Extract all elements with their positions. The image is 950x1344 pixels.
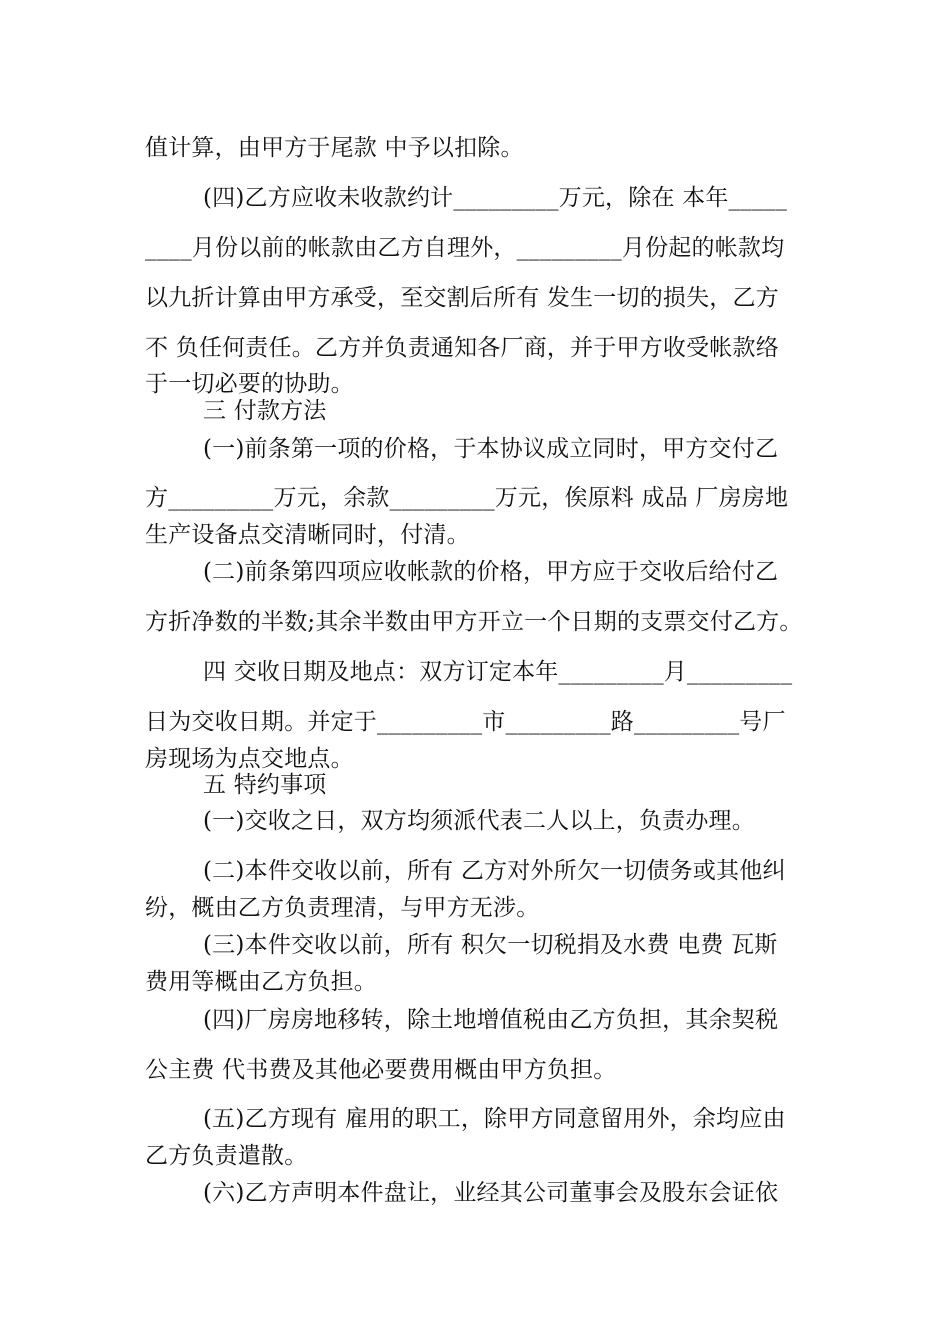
text-line: (一)前条第一项的价格，于本协议成立同时，甲方交付乙 — [203, 436, 779, 462]
text-line: (四)乙方应收未收款约计_________万元，除在 本年_____ — [203, 185, 788, 211]
text-line: 以九折计算由甲方承受，至交割后所有 发生一切的损失，乙方 — [145, 285, 779, 311]
section-heading: 三 付款方法 — [203, 398, 327, 424]
text-line: (二)本件交收以前，所有 乙方对外所欠一切债务或其他纠 — [203, 858, 786, 884]
text-line: 房现场为点交地点。 — [145, 746, 354, 772]
text-line: 日为交收日期。并定于_________市_________路_________号厂 — [145, 709, 786, 735]
text-line: (六)乙方声明本件盘让，业经其公司董事会及股东会证依 — [203, 1180, 779, 1206]
text-line: 于一切必要的协助。 — [145, 371, 354, 397]
text-line: ____月份以前的帐款由乙方自理外，_________月份起的帐款均 — [145, 235, 785, 261]
text-line: 纷，概由乙方负责理清，与甲方无涉。 — [145, 895, 540, 921]
text-line: (三)本件交收以前，所有 积欠一切税捐及水费 电费 瓦斯 — [203, 932, 778, 958]
section-heading: 五 特约事项 — [203, 772, 327, 798]
text-line: 费用等概由乙方负担。 — [145, 969, 377, 995]
text-line: 乙方负责遣散。 — [145, 1143, 308, 1169]
text-line: 方折净数的半数;其余半数由甲方开立一个日期的支票交付乙方。 — [145, 609, 803, 635]
text-line: (一)交收之日，双方均须派代表二人以上，负责办理。 — [203, 808, 755, 834]
text-line: (四)厂房房地移转，除土地增值税由乙方负担，其余契税 — [203, 1007, 779, 1033]
text-line: 生产设备点交清晰同时，付清。 — [145, 522, 470, 548]
text-line: 四 交收日期及地点：双方订定本年_________月_________ — [203, 659, 793, 685]
text-line: 值计算，由甲方于尾款 中予以扣除。 — [145, 135, 524, 161]
text-line: (二)前条第四项应收帐款的价格，甲方应于交收后给付乙 — [203, 559, 779, 585]
text-line: (五)乙方现有 雇用的职工，除甲方同意留用外，余均应由 — [203, 1106, 786, 1132]
text-line: 方_________万元，余款_________万元，俟原料 成品 厂房房地 — [145, 485, 789, 511]
text-line: 不 负任何责任。乙方并负责通知各厂商，并于甲方收受帐款络 — [145, 335, 779, 361]
text-line: 公主费 代书费及其他必要费用概由甲方负担。 — [145, 1057, 617, 1083]
